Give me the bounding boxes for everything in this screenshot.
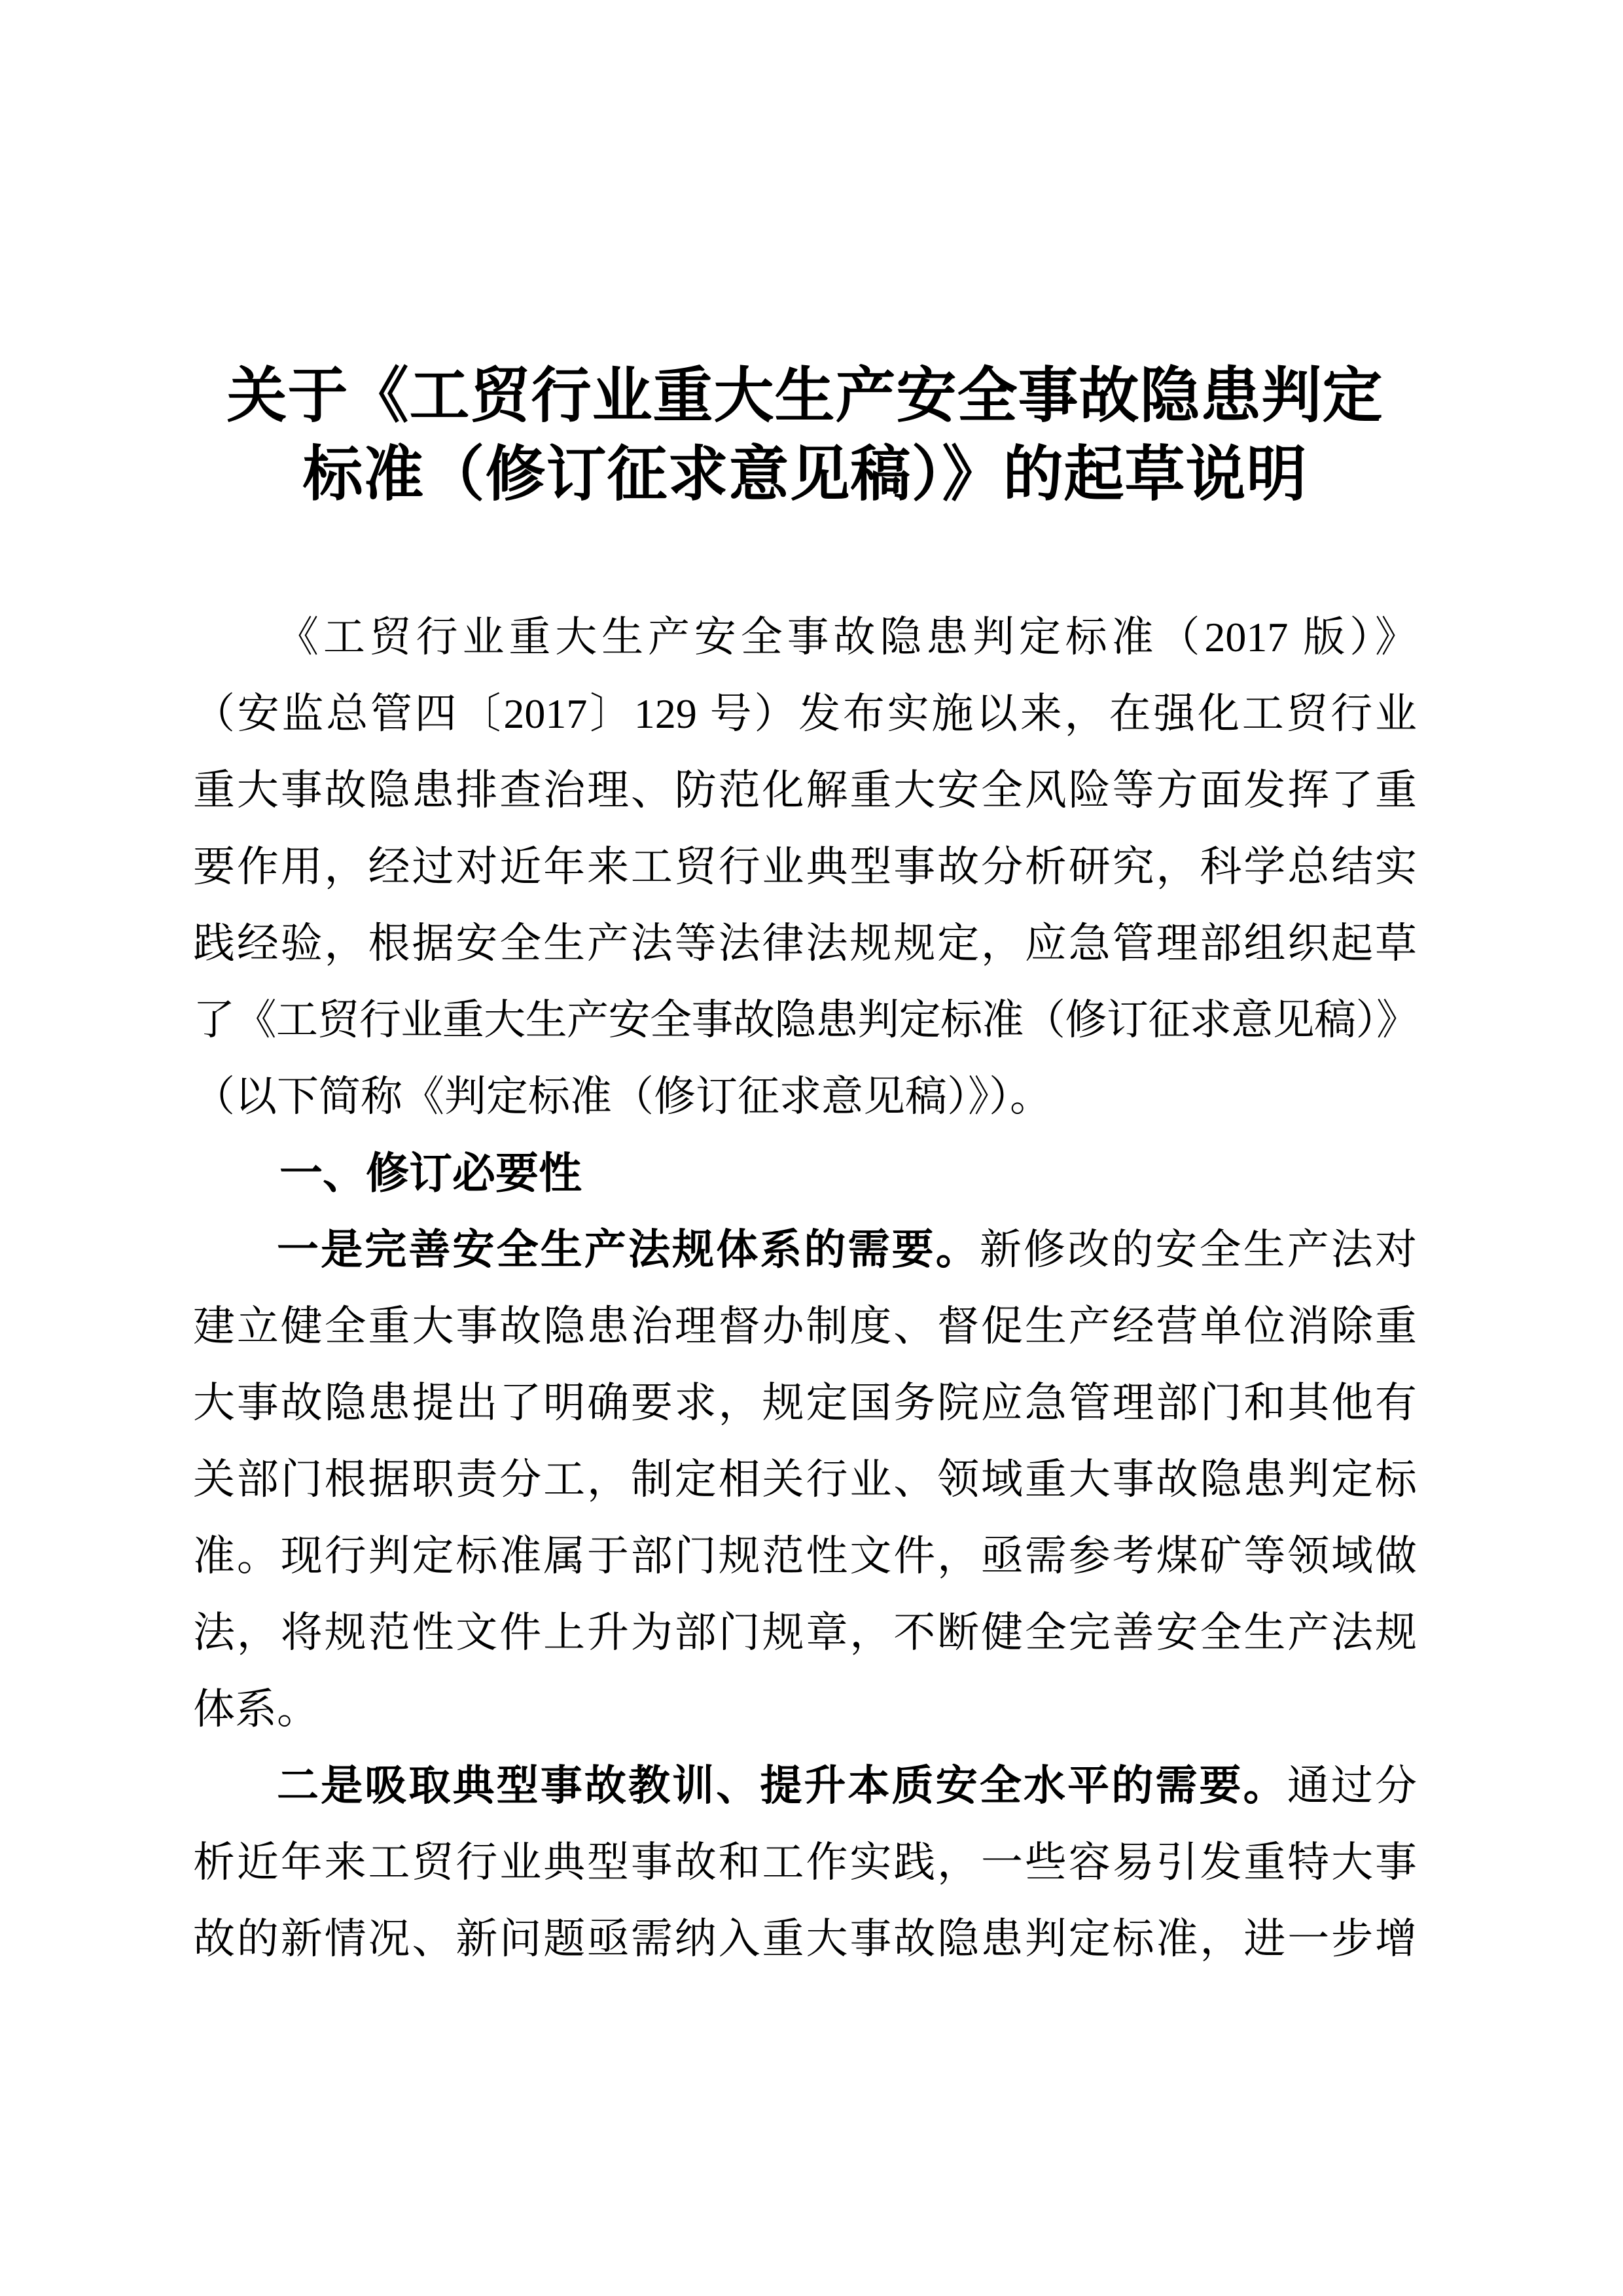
title-line-1: 关于《工贸行业重大生产安全事故隐患判定 xyxy=(226,363,1383,429)
body-text: （以下简称《判定标准（修订征求意见稿）》）。 xyxy=(193,1073,1052,1120)
body-line xyxy=(193,829,1417,905)
body-line xyxy=(193,982,1417,1058)
body-lines xyxy=(193,599,1417,1977)
body-text: 新修改的安全生产法对 xyxy=(979,1227,1418,1273)
body-line xyxy=(193,1211,1417,1288)
body-text: 大事故隐患提出了明确要求，规定国务院应急管理部门和其他有 xyxy=(193,1380,1417,1426)
body-line xyxy=(193,1748,1417,1824)
body-line xyxy=(193,1441,1417,1518)
body-text: 析近年来工贸行业典型事故和工作实践，一些容易引发重特大事 xyxy=(193,1839,1417,1886)
body-text: 故的新情况、新问题亟需纳入重大事故隐患判定标准，进一步增 xyxy=(193,1916,1417,1962)
body-line xyxy=(193,905,1417,982)
bold-lead-text: 二是吸取典型事故教训、提升本质安全水平的需要。 xyxy=(277,1762,1287,1809)
body-text: 关部门根据职责分工，制定相关行业、领域重大事故隐患判定标 xyxy=(193,1456,1417,1503)
body-line xyxy=(193,1365,1417,1441)
body-line xyxy=(193,675,1417,752)
bold-lead-text: 一是完善安全生产法规体系的需要。 xyxy=(277,1226,980,1273)
body-line xyxy=(193,1594,1417,1671)
body-text: 要作用，经过对近年来工贸行业典型事故分析研究，科学总结实 xyxy=(193,844,1417,890)
bold-lead-text: 一、修订必要性 xyxy=(279,1149,582,1197)
body-text: （安监总管四〔2017〕129 号）发布实施以来，在强化工贸行业 xyxy=(193,691,1417,737)
body-line xyxy=(193,1058,1417,1135)
body-line xyxy=(193,599,1417,675)
title-line-2: 标准（修订征求意见稿）》的起草说明 xyxy=(302,441,1308,508)
body-text: 践经验，根据安全生产法等法律法规规定，应急管理部组织起草 xyxy=(193,920,1417,967)
body-text: 通过分 xyxy=(1287,1763,1418,1809)
body-line xyxy=(193,752,1417,829)
body-line xyxy=(193,1288,1417,1365)
body-line xyxy=(193,1518,1417,1594)
body-text: 准。现行判定标准属于部门规范性文件，亟需参考煤矿等领域做 xyxy=(193,1533,1417,1579)
body-line xyxy=(193,1671,1417,1748)
body-line xyxy=(193,1824,1417,1901)
body-text: 法，将规范性文件上升为部门规章，不断健全完善安全生产法规 xyxy=(193,1609,1417,1656)
body-line xyxy=(193,1901,1417,1977)
body-text: 了《工贸行业重大生产安全事故隐患判定标准（修订征求意见稿）》 xyxy=(193,997,1417,1043)
body-text: 重大事故隐患排查治理、防范化解重大安全风险等方面发挥了重 xyxy=(193,767,1417,814)
body-text: 体系。 xyxy=(193,1686,319,1732)
section-heading xyxy=(193,1135,1417,1211)
document-title xyxy=(193,357,1417,514)
body-text: 建立健全重大事故隐患治理督办制度、督促生产经营单位消除重 xyxy=(193,1303,1417,1350)
body-text: 《工贸行业重大生产安全事故隐患判定标准（2017 版）》 xyxy=(277,614,1417,660)
